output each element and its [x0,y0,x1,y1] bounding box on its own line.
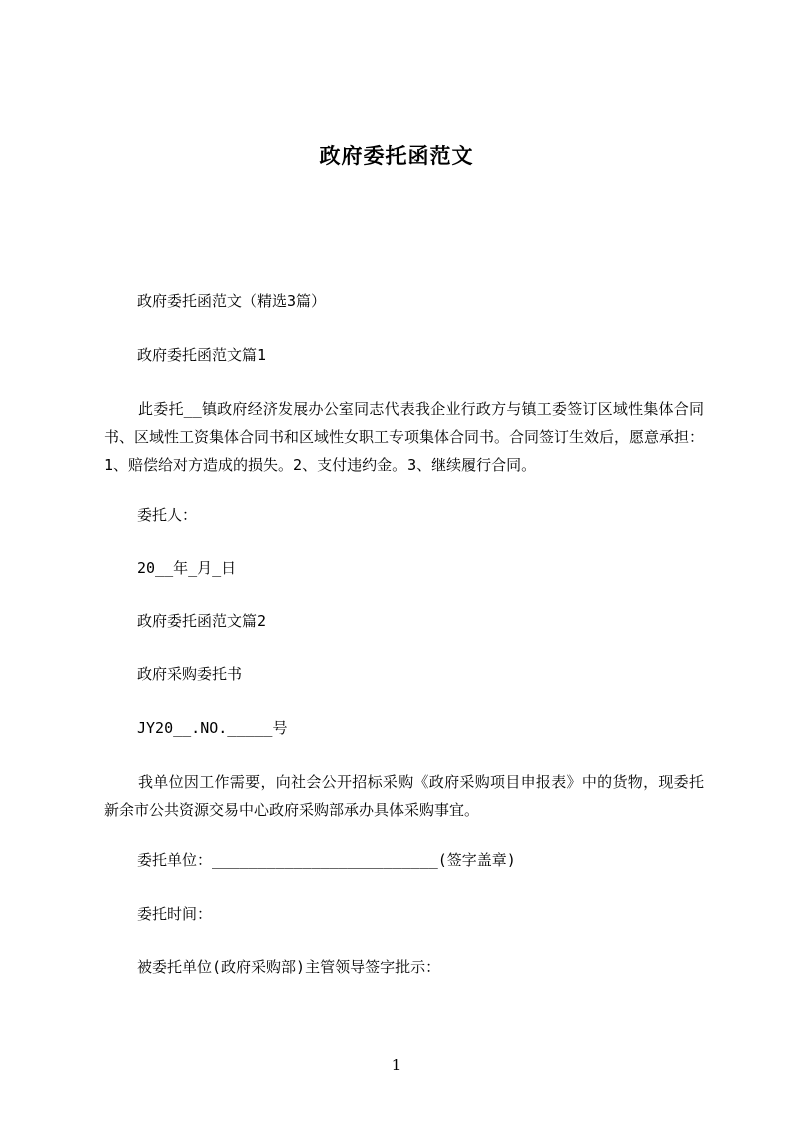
section2-unit: 委托单位：_________________________(签字盖章) [137,851,516,869]
section2-heading: 政府委托函范文篇2 [137,612,267,630]
section2-approval: 被委托单位(政府采购部)主管领导签字批示： [137,958,441,976]
section2-ref-no: JY20__.NO._____号 [137,719,288,737]
section2-doc-title: 政府采购委托书 [137,665,243,683]
section1-principal: 委托人： [137,506,198,524]
page-number: 1 [391,1056,402,1074]
section1-heading: 政府委托函范文篇1 [137,346,267,364]
document-subtitle: 政府委托函范文（精选3篇） [137,292,327,310]
page-title: 政府委托函范文 [319,144,474,168]
section2-time: 委托时间： [137,905,213,923]
section2-body: 我单位因工作需要，向社会公开招标采购《政府采购项目申报表》中的货物，现委托新余市公共资源交易中心政府采购部承办具体采购事宜。 [104,773,704,819]
section1-date: 20__年_月_日 [137,559,237,577]
section1-body: 此委托__镇政府经济发展办公室同志代表我企业行政方与镇工委签订区域性集体合同书、区域性工资集体合同书和区域性女职工专项集体合同书。合同签订生效后，愿意承担：1、赔偿给对方造成的损失。2、支付违约金。3、继续履行合同。 [104,400,705,474]
